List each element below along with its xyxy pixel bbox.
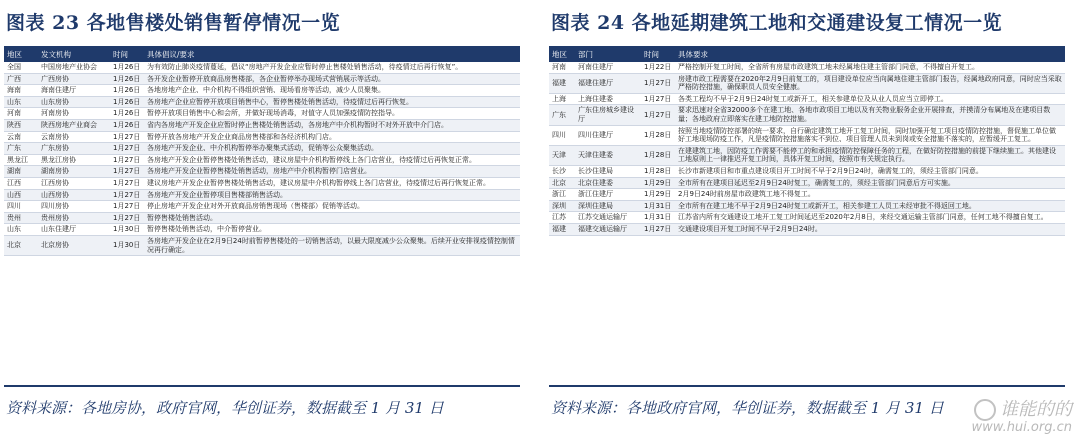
header-issuer: 发文机构 xyxy=(38,46,110,62)
header-region: 地区 xyxy=(4,46,38,62)
table-row xyxy=(4,189,520,201)
cell-date: 1月27日 xyxy=(641,73,675,93)
table-row xyxy=(549,125,1065,145)
table-row xyxy=(4,143,520,155)
cell-date: 1月27日 xyxy=(110,143,144,155)
cell-requirement: 交通建设项目开复工时间不早于2月9日24时。 xyxy=(675,223,1065,235)
cell-region: 浙江 xyxy=(549,189,575,201)
cell-org: 江苏交通运输厅 xyxy=(575,212,641,224)
cell-requirement: 长沙市新建项目和市重点建设项目开工时间不早于2月9日24时，确需复工的，须经主管部门同意。 xyxy=(675,165,1065,177)
table-row xyxy=(4,96,520,108)
cell-region: 山东 xyxy=(4,96,38,108)
right-source-note: 资料来源：各地政府官网，华创证券，数据截至 1 月 31 日 xyxy=(551,399,944,417)
table-bottom-rule xyxy=(549,385,1065,387)
cell-region: 河南 xyxy=(549,62,575,73)
cell-org: 四川房协 xyxy=(38,201,110,213)
cell-region: 福建 xyxy=(549,73,575,93)
cell-org: 上海住建委 xyxy=(575,93,641,105)
table-row xyxy=(4,131,520,143)
watermark xyxy=(972,399,1073,435)
cell-date: 1月29日 xyxy=(641,189,675,201)
table-row xyxy=(4,224,520,236)
cell-org: 长沙住建局 xyxy=(575,165,641,177)
table-row xyxy=(4,62,520,73)
cell-org: 山西房协 xyxy=(38,189,110,201)
table-row xyxy=(4,235,520,255)
cell-date: 1月28日 xyxy=(641,125,675,145)
cell-region: 海南 xyxy=(4,85,38,97)
cell-org: 海南住建厅 xyxy=(38,85,110,97)
watermark-text: 谁能的的 xyxy=(1000,399,1072,420)
cell-requirement: 按照当地疫情防控部署的统一要求，自行确定建筑工地开工复工时间，同时加强开复工项目疫情防控措施，督促施工单位做好工地现场防疫工作，凡是疫情防控措施落实不到位、项目管理人员未到岗或安全措施不落实的，应暂缓开工复工。 xyxy=(675,125,1065,145)
cell-org: 河南房协 xyxy=(38,108,110,120)
table-row xyxy=(4,119,520,131)
watermark-logo-icon xyxy=(974,399,996,421)
cell-requirement: 全市所有在建项目延迟至2月9日24时复工，确需复工的，须经主管部门同意后方可实施。 xyxy=(675,177,1065,189)
table-row xyxy=(4,212,520,224)
cell-org: 深圳住建局 xyxy=(575,200,641,212)
cell-region: 山西 xyxy=(4,189,38,201)
cell-region: 北京 xyxy=(4,235,38,255)
cell-requirement: 各房地产开发企业暂停售楼处销售活动，房地产中介机构暂停门店营业。 xyxy=(144,166,520,178)
cell-requirement: 各房地产开发企业暂停售楼处销售活动，建议房屋中介机构暂停线上各门店营业，待疫情过后再恢复正常。 xyxy=(144,154,520,166)
cell-requirement: 各房地产开发企业暂停项目售楼部销售活动。 xyxy=(144,189,520,201)
cell-org: 黑龙江房协 xyxy=(38,154,110,166)
cell-requirement: 各开发企业暂停开放商品房售楼部，各企业暂停举办现场式营销展示等活动。 xyxy=(144,73,520,85)
cell-date: 1月27日 xyxy=(110,154,144,166)
cell-region: 四川 xyxy=(549,125,575,145)
table-header-row xyxy=(4,46,520,62)
table-row xyxy=(4,154,520,166)
cell-region: 贵州 xyxy=(4,212,38,224)
cell-date: 1月27日 xyxy=(110,166,144,178)
cell-requirement: 各地房地产企业、中介机构不得组织营销、现场看房等活动，减少人员聚集。 xyxy=(144,85,520,97)
cell-region: 广西 xyxy=(4,73,38,85)
table-row xyxy=(549,145,1065,165)
table-row xyxy=(4,85,520,97)
table-row xyxy=(549,189,1065,201)
cell-date: 1月27日 xyxy=(110,189,144,201)
header-date: 时间 xyxy=(110,46,144,62)
table-row xyxy=(549,62,1065,73)
cell-date: 1月27日 xyxy=(641,93,675,105)
cell-requirement: 建议房地产开发企业暂停售楼处销售活动，建议房屋中介机构暂停线上各门店营业，待疫情过后再行恢复正常。 xyxy=(144,177,520,189)
cell-requirement: 全市所有在建工地不早于2月9日24时复工或新开工，相关参建工人员工未经审批不得返回工地。 xyxy=(675,200,1065,212)
figure-23-title: 图表 23 各地售楼处销售暂停情况一览 xyxy=(6,12,341,34)
cell-requirement: 各房地产开发企业在2月9日24时前暂停售楼处的一切销售活动，以最大限度减少公众聚集。后续开业安排视疫情控制情况再行确定。 xyxy=(144,235,520,255)
table-bottom-rule xyxy=(4,385,520,387)
cell-date: 1月31日 xyxy=(641,212,675,224)
cell-region: 山东 xyxy=(4,224,38,236)
table-header-row xyxy=(549,46,1065,62)
table-row xyxy=(549,105,1065,125)
cell-requirement: 在建建筑工地，因防疫工作需要不能停工的和承担疫情防控保障任务的工程，在做好防控措施的前提下继续施工。其他建设工地原则上一律推迟开复工时间，具体开复工时间，按照市有关规定执行。 xyxy=(675,145,1065,165)
table-row xyxy=(549,212,1065,224)
header-requirement: 具体倡议/要求 xyxy=(144,46,520,62)
cell-org: 山东住建厅 xyxy=(38,224,110,236)
cell-org: 云南房协 xyxy=(38,131,110,143)
table-row xyxy=(4,166,520,178)
cell-date: 1月27日 xyxy=(641,223,675,235)
cell-date: 1月26日 xyxy=(110,119,144,131)
cell-region: 深圳 xyxy=(549,200,575,212)
construction-delay-table xyxy=(549,46,1065,236)
cell-date: 1月27日 xyxy=(110,212,144,224)
cell-org: 广东房协 xyxy=(38,143,110,155)
cell-date: 1月27日 xyxy=(110,201,144,213)
left-source-note: 资料来源：各地房协，政府官网，华创证券，数据截至 1 月 31 日 xyxy=(6,399,444,417)
header-region: 地区 xyxy=(549,46,575,62)
cell-date: 1月28日 xyxy=(641,165,675,177)
cell-requirement: 各房地产开发企业、中介机构暂停举办聚集式活动，促销等公众聚集活动。 xyxy=(144,143,520,155)
cell-region: 陕西 xyxy=(4,119,38,131)
cell-requirement: 各房地产企业应暂停开放项目销售中心，暂停售楼处销售活动，待疫情过后再行恢复。 xyxy=(144,96,520,108)
table-row xyxy=(549,93,1065,105)
cell-region: 河南 xyxy=(4,108,38,120)
cell-org: 北京住建委 xyxy=(575,177,641,189)
cell-requirement: 为有效防止肺炎疫情蔓延，倡议“房地产开发企业应暂时停止售楼处销售活动，待疫情过后再行恢复”。 xyxy=(144,62,520,73)
cell-region: 天津 xyxy=(549,145,575,165)
cell-region: 福建 xyxy=(549,223,575,235)
cell-org: 四川住建厅 xyxy=(575,125,641,145)
cell-date: 1月26日 xyxy=(110,62,144,73)
cell-region: 江苏 xyxy=(549,212,575,224)
cell-date: 1月26日 xyxy=(110,108,144,120)
cell-region: 黑龙江 xyxy=(4,154,38,166)
sales-suspension-table xyxy=(4,46,520,256)
cell-org: 福建住建厅 xyxy=(575,73,641,93)
cell-date: 1月26日 xyxy=(110,85,144,97)
cell-region: 云南 xyxy=(4,131,38,143)
table-row xyxy=(549,165,1065,177)
cell-date: 1月27日 xyxy=(110,131,144,143)
cell-requirement: 各类工程均不早于2月9日24时复工或新开工，相关参建单位及从业人员应当立即停工。 xyxy=(675,93,1065,105)
cell-requirement: 江苏省内所有交通建设工地开工复工时间延迟至2020年2月8日，来经交通运输主管部门同意，任何工地不得擅自复工。 xyxy=(675,212,1065,224)
cell-org: 江西房协 xyxy=(38,177,110,189)
cell-date: 1月30日 xyxy=(110,224,144,236)
cell-date: 1月29日 xyxy=(641,177,675,189)
cell-org: 中国房地产业协会 xyxy=(38,62,110,73)
cell-org: 贵州房协 xyxy=(38,212,110,224)
cell-date: 1月26日 xyxy=(110,96,144,108)
cell-region: 长沙 xyxy=(549,165,575,177)
table-row xyxy=(4,177,520,189)
cell-org: 陕西房地产业商会 xyxy=(38,119,110,131)
cell-org: 湖南房协 xyxy=(38,166,110,178)
table-row xyxy=(4,73,520,85)
cell-region: 广东 xyxy=(549,105,575,125)
cell-region: 上海 xyxy=(549,93,575,105)
cell-date: 1月27日 xyxy=(110,177,144,189)
cell-requirement: 严格控制开复工时间，全省所有房屋市政建筑工地未经属地住建主管部门同意，不得擅自开复工。 xyxy=(675,62,1065,73)
cell-requirement: 暂停开放项目销售中心和会所，并做好现场消毒，对值守人员加强疫情防控指导。 xyxy=(144,108,520,120)
cell-requirement: 房建市政工程需要在2020年2月9日前复工的，项目建设单位应当向属地住建主管部门报告，经属地政府同意，同时应当采取严格防控措施，确保职员人员安全健康。 xyxy=(675,73,1065,93)
cell-org: 天津住建委 xyxy=(575,145,641,165)
cell-region: 江西 xyxy=(4,177,38,189)
cell-org: 广东住房城乡建设厅 xyxy=(575,105,641,125)
cell-region: 湖南 xyxy=(4,166,38,178)
cell-region: 全国 xyxy=(4,62,38,73)
cell-requirement: 暂停售楼处销售活动。 xyxy=(144,212,520,224)
cell-org: 广西房协 xyxy=(38,73,110,85)
table-row xyxy=(549,223,1065,235)
cell-date: 1月26日 xyxy=(110,73,144,85)
header-date: 时间 xyxy=(641,46,675,62)
cell-region: 北京 xyxy=(549,177,575,189)
table-row xyxy=(549,200,1065,212)
cell-date: 1月27日 xyxy=(641,105,675,125)
cell-org: 山东房协 xyxy=(38,96,110,108)
cell-region: 四川 xyxy=(4,201,38,213)
header-requirement: 具体要求 xyxy=(675,46,1065,62)
cell-date: 1月22日 xyxy=(641,62,675,73)
cell-requirement: 暂停售楼处销售活动，中介暂停营业。 xyxy=(144,224,520,236)
table-row xyxy=(4,108,520,120)
watermark-url: www.hui.org.cn xyxy=(971,420,1072,435)
cell-date: 1月31日 xyxy=(641,200,675,212)
cell-org: 浙江住建厅 xyxy=(575,189,641,201)
figure-24-title: 图表 24 各地延期建筑工地和交通建设复工情况一览 xyxy=(551,12,1003,34)
cell-org: 福建交通运输厅 xyxy=(575,223,641,235)
cell-requirement: 要求迅速对全省32000多个在建工地、各地市政项目工地以及有关物业服务企业开展排查，并摸清分布属地及在建项目数量；各地政府立即落实在建工地防控措施。 xyxy=(675,105,1065,125)
cell-region: 广东 xyxy=(4,143,38,155)
table-row xyxy=(4,201,520,213)
cell-org: 河南住建厅 xyxy=(575,62,641,73)
table-row xyxy=(549,73,1065,93)
cell-requirement: 暂停开放各房地产开发企业商品房售楼部和各经济机构门店。 xyxy=(144,131,520,143)
cell-requirement: 停止房地产开发企业对外开放商品房销售现场（售楼部）促销等活动。 xyxy=(144,201,520,213)
header-department: 部门 xyxy=(575,46,641,62)
cell-requirement: 省内各房地产开发企业应暂时停止售楼处销售活动，各房地产中介机构暂时不对外开放中介门店。 xyxy=(144,119,520,131)
cell-requirement: 2月9日24时前房屋市政建筑工地不得复工。 xyxy=(675,189,1065,201)
cell-org: 北京房协 xyxy=(38,235,110,255)
cell-date: 1月28日 xyxy=(641,145,675,165)
cell-date: 1月30日 xyxy=(110,235,144,255)
table-row xyxy=(549,177,1065,189)
